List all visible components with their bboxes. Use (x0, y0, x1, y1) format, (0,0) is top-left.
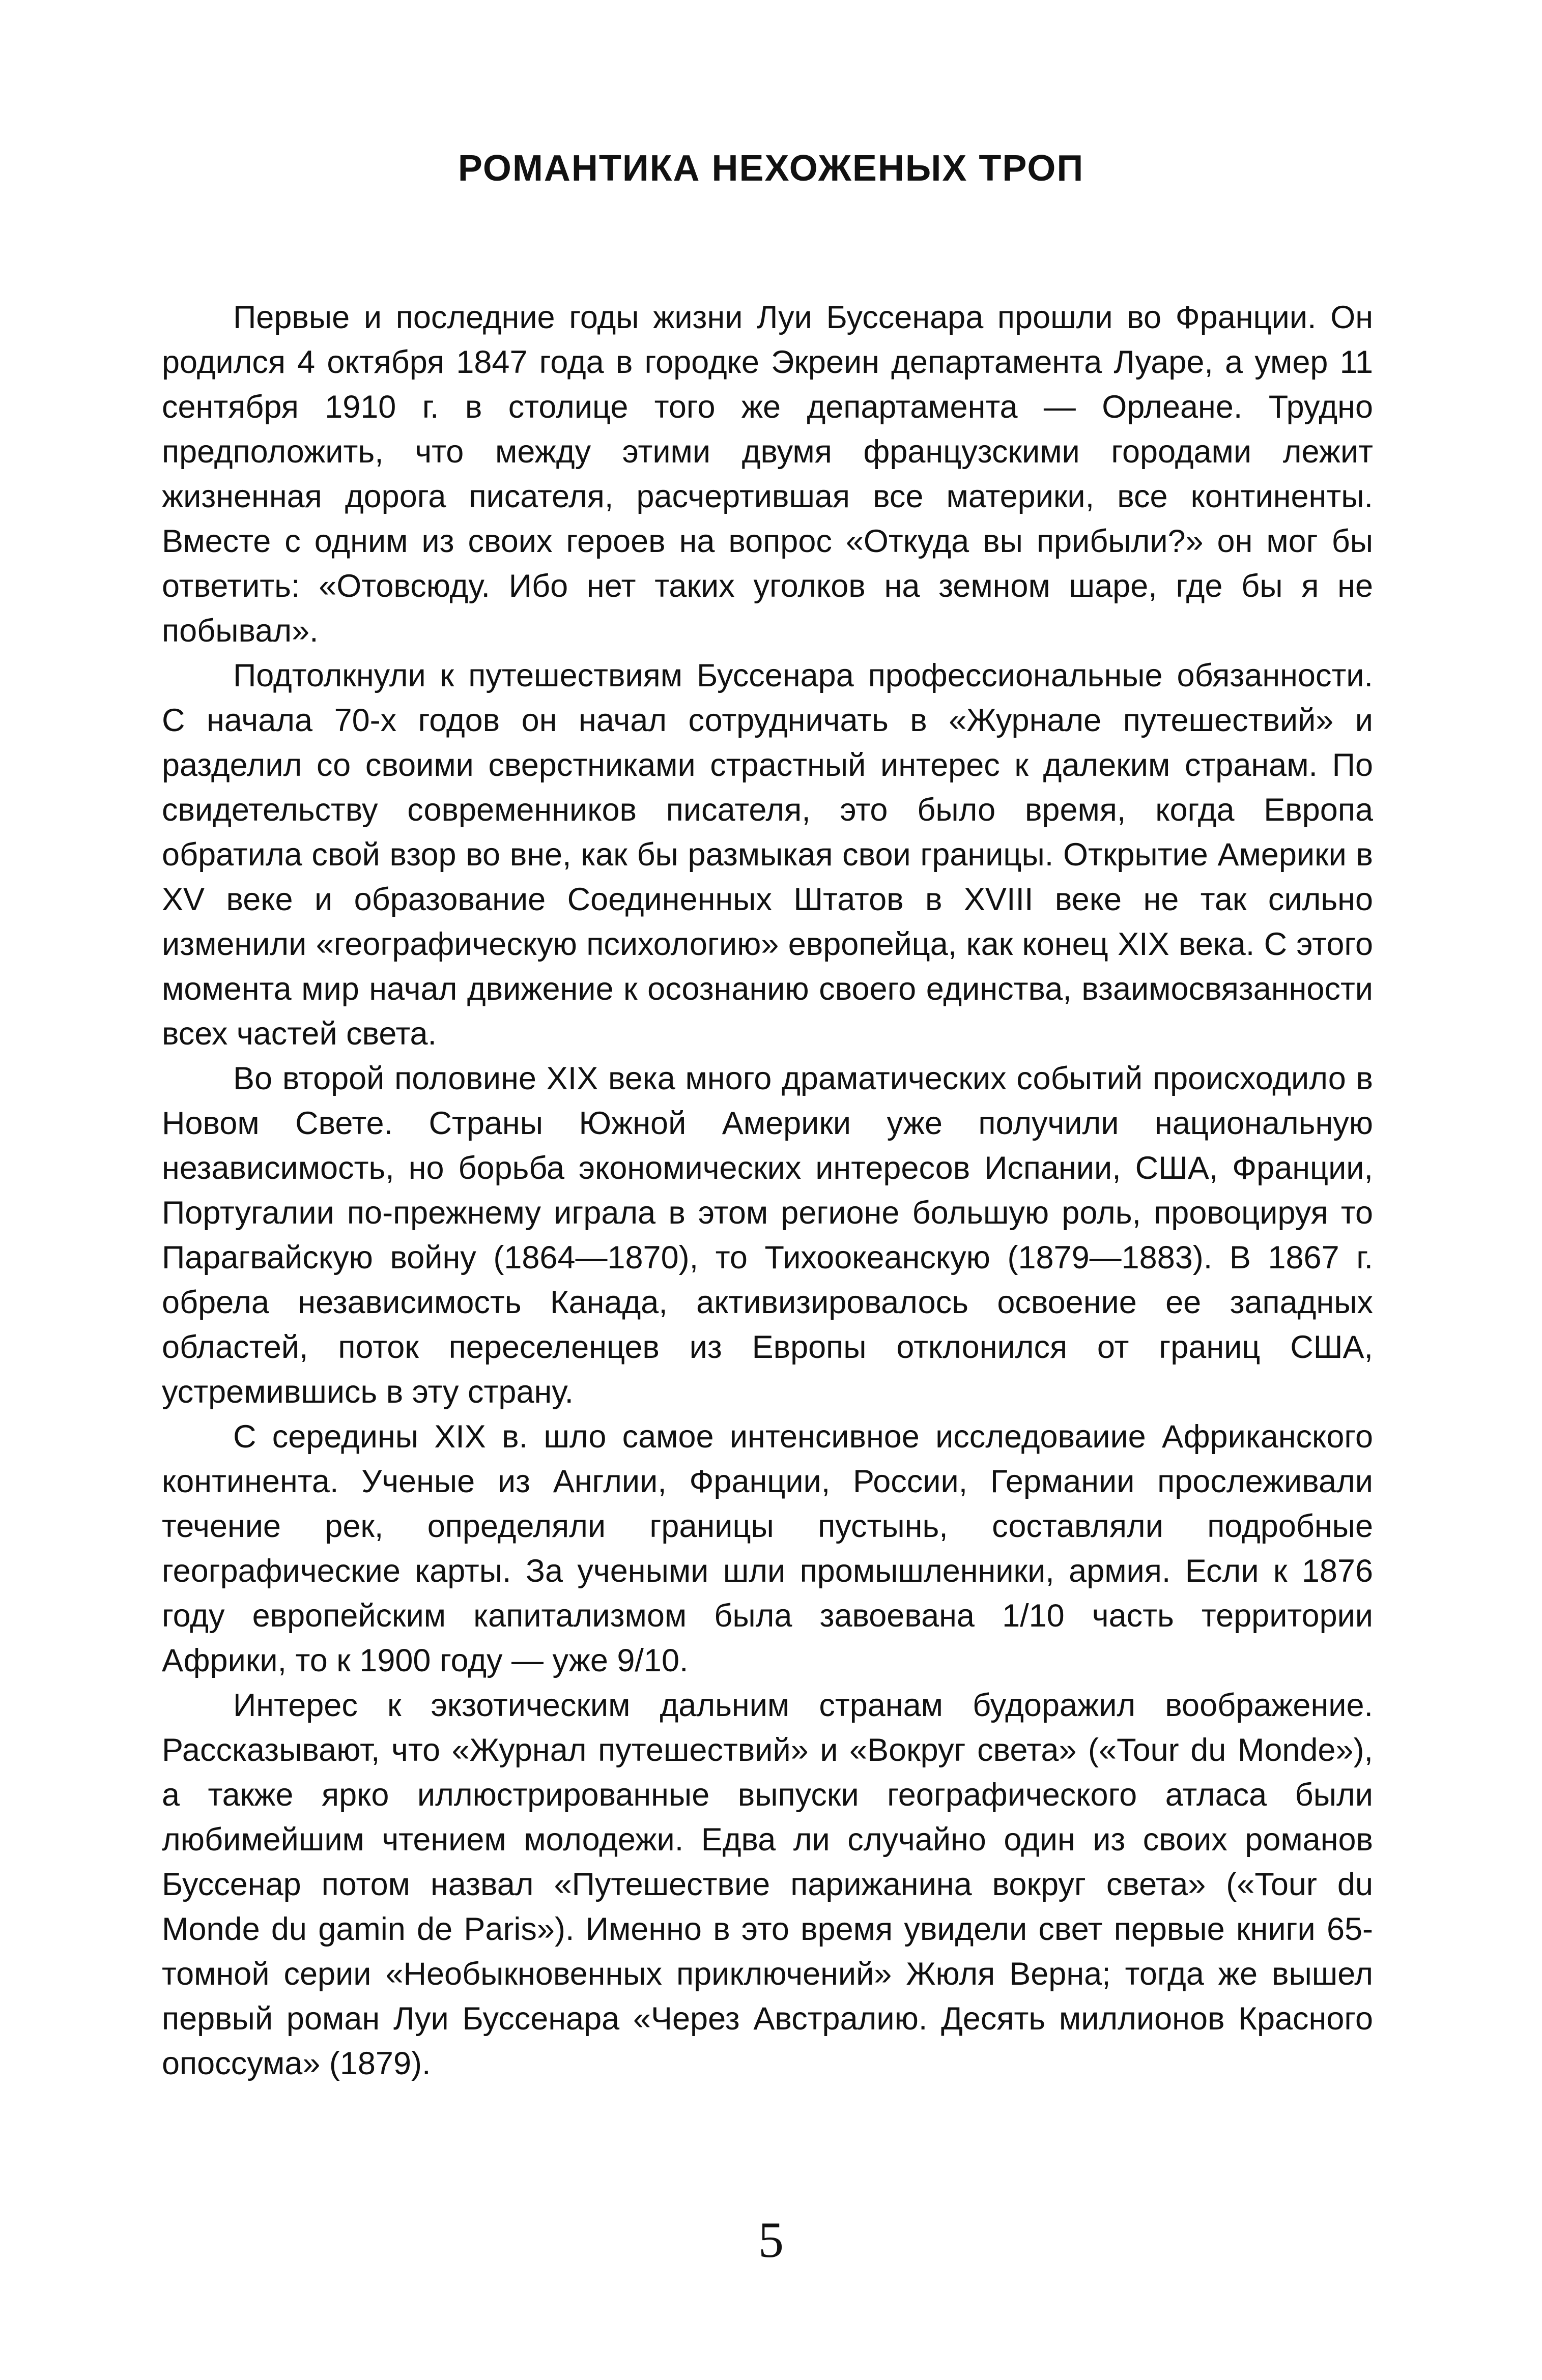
body-text (162, 295, 1373, 2086)
chapter-title: РОМАНТИКА НЕХОЖЕНЫХ ТРОП (458, 148, 1084, 189)
page-number: 5 (758, 2212, 784, 2268)
paragraph-1: Первые и последние годы жизни Луи Буссенара прошли во Франции. Он родился 4 октября 1847 года в городке Экреин департамента Луаре, а умер 11 сентября 1910 г. в столице того же департамента — Орлеане. Трудно предположить, что между этими двумя французскими городами лежит жизненная дорога писателя, расчертившая все материки, все континенты. Вместе с одним из своих героев на вопрос «Откуда вы прибыли?» он мог бы ответить: «Отовсюду. Ибо нет таких уголков на земном шаре, где бы я не побывал». (162, 300, 1373, 649)
paragraph-5: Интерес к экзотическим дальним странам будоражил воображение. Рассказывают, что «Журнал путешествий» и «Вокруг света» («Tour du Monde»), а также ярко иллюстрированные выпуски географического атласа были любимейшим чтением молодежи. Едва ли случайно один из своих романов Буссенар потом назвал «Путешествие парижанина вокруг света» («Tour du Monde du gamin de Paris»). Именно в это время увидели свет первые книги 65-томной серии «Необыкновенных приключений» Жюля Верна; тогда же вышел первый роман Луи Буссенара «Через Австралию. Десять миллионов Красного опоссума» (1879). (162, 1688, 1373, 2081)
paragraph-2: Подтолкнули к путешествиям Буссенара профессиональные обязанности. С начала 70-х годов он начал сотрудничать в «Журнале путешествий» и разделил со своими сверстниками страстный интерес к далеким странам. По свидетельству современников писателя, это было время, когда Европа обратила свой взор во вне, как бы размыкая свои границы. Открытие Америки в XV веке и образование Соединенных Штатов в XVIII веке не так сильно изменили «географическую психологию» европейца, как конец XIX века. С этого момента мир начал движение к осознанию своего единства, взаимосвязанности всех частей света. (162, 658, 1373, 1052)
paragraph-3: Во второй половине XIX века много драматических событий происходило в Новом Свете. Страны Южной Америки уже получили национальную независимость, но борьба экономических интересов Испании, США, Франции, Португалии по-прежнему играла в этом регионе большую роль, провоцируя то Парагвайскую войну (1864—1870), то Тихоокеанскую (1879—1883). В 1867 г. обрела независимость Канада, активизировалось освоение ее западных областей, поток переселенцев из Европы отклонился от границ США, устремившись в эту страну. (162, 1061, 1373, 1410)
paragraph-4: С середины XIX в. шло самое интенсивное исследоваиие Африканского континента. Ученые из Англии, Франции, России, Германии прослеживали течение рек, определяли границы пустынь, составляли подробные географические карты. За учеными шли промышленники, армия. Если к 1876 году европейским капитализмом была завоевана 1/10 часть территории Африки, то к 1900 году — уже 9/10. (162, 1419, 1373, 1678)
